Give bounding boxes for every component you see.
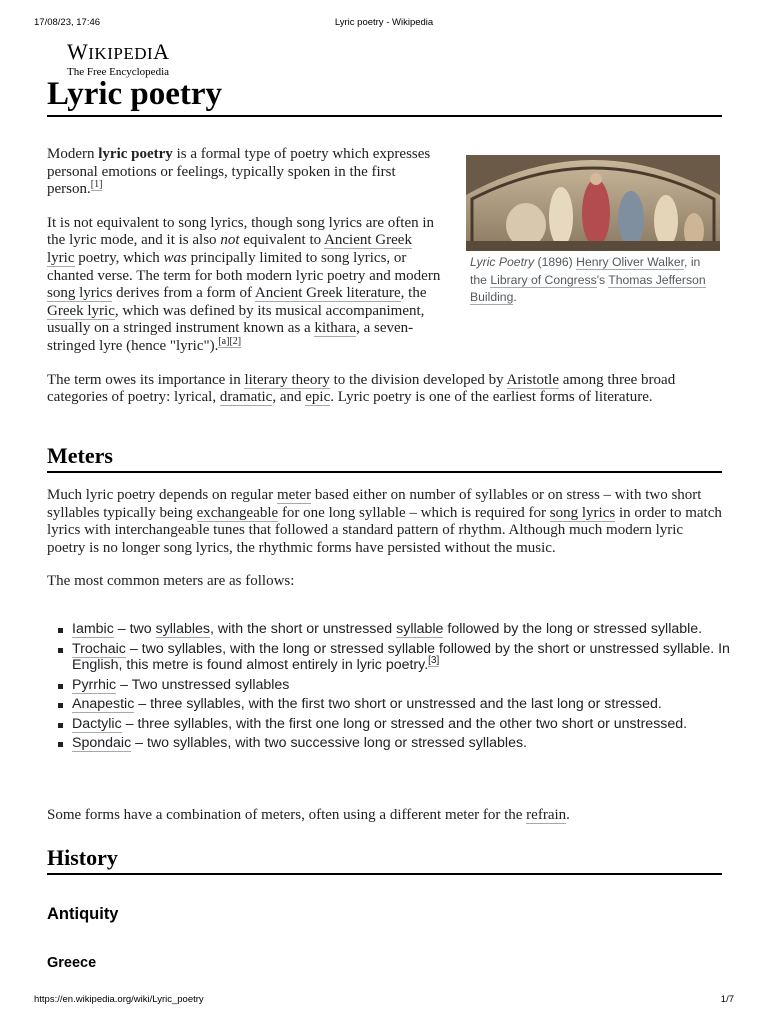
- link-kithara[interactable]: kithara: [314, 320, 357, 337]
- list-item: Dactylic – three syllables, with the first one long or stressed and the other two short or unstressed.: [72, 716, 748, 733]
- list-item: Iambic – two syllables, with the short or unstressed syllable followed by the long or stressed syllable.: [72, 621, 748, 638]
- link-thomas-jefferson-building[interactable]: Thomas Jefferson Building: [470, 272, 706, 305]
- section-heading-history: History: [47, 845, 118, 870]
- intro-paragraph-1: Modern lyric poetry is a formal type of poetry which expresses personal emotions or feelings, typically spoken in the first person.[1]: [47, 146, 431, 198]
- history-rule: [47, 873, 722, 875]
- meters-paragraph-1: Much lyric poetry depends on regular meter based either on number of syllables or on stress – with two short syllables typically being exchangeable for one long syllable – which is required for song lyrics in order to match lyrics with interchangeable tunes that followed a standard pattern of rhythm. Although much modern lyric poetry is no longer song lyrics, the rhythmic forms have persisted without the music.: [47, 487, 722, 556]
- caption-title: Lyric Poetry: [470, 255, 535, 269]
- meters-body: [47, 487, 723, 591]
- float-spacer: [443, 215, 723, 337]
- intro-paragraph-2: It is not equivalent to song lyrics, though song lyrics are often in the lyric mode, and it is also not equivalent to Ancient Greek lyric poetry, which was principally limited to song lyrics, or chanted verse. The term for both modern lyric poetry and modern song lyrics derives from a form of Ancient Greek literature, the Greek lyric, which was defined by its musical accompaniment, usually on a stringed instrument known as a kithara, a seven-stringed lyre (hence "lyric").[a][2]: [47, 215, 723, 356]
- meters-rule: [47, 471, 722, 473]
- title-rule: [47, 115, 722, 117]
- link-library-of-congress[interactable]: Library of Congress: [490, 272, 597, 287]
- logo-tagline: The Free Encyclopedia: [67, 66, 170, 78]
- link-meter[interactable]: meter: [276, 487, 312, 503]
- link-literary-theory[interactable]: literary theory: [244, 371, 330, 388]
- intro-paragraph-3: The term owes its importance in literary theory to the division developed by Aristotle among three broad categories of poetry: lyrical, dramatic, and epic. Lyric poetry is one of the earliest forms of literature.: [47, 371, 676, 406]
- infobox-caption: Lyric Poetry (1896) Henry Oliver Walker, in the Library of Congress's Thomas Jefferson Building.: [470, 255, 706, 305]
- link-syllable[interactable]: syllable: [396, 621, 444, 637]
- intro: [47, 146, 723, 407]
- list-item: Spondaic – two syllables, with two successive long or stressed syllables.: [72, 735, 748, 752]
- logo-wordmark: WIKIPEDIA: [67, 39, 170, 64]
- wikipedia-logo[interactable]: [67, 40, 170, 78]
- link-syllables[interactable]: syllables: [155, 621, 211, 637]
- print-url: https://en.wikipedia.org/wiki/Lyric_poetry: [34, 994, 204, 1005]
- link-iambic[interactable]: Iambic: [72, 621, 114, 637]
- link-aristotle[interactable]: Aristotle: [506, 371, 559, 388]
- ref-a[interactable]: [a]: [218, 335, 230, 347]
- link-anapestic[interactable]: Anapestic: [72, 696, 135, 712]
- list-item: Trochaic – two syllables, with the long or stressed syllable followed by the short or unstressed syllable. In English, this metre is found almost entirely in lyric poetry.[3]: [72, 641, 748, 674]
- page-title: Lyric poetry: [47, 76, 223, 112]
- link-trochaic[interactable]: Trochaic: [72, 640, 126, 657]
- subheading-greece: Greece: [47, 955, 97, 971]
- link-ancient-greek-literature[interactable]: Ancient Greek literature: [254, 285, 401, 302]
- meters-list: [47, 621, 748, 755]
- print-doc-title: Lyric poetry - Wikipedia: [334, 17, 434, 28]
- list-item: Anapestic – three syllables, with the first two short or unstressed and the last long or stressed.: [72, 696, 748, 713]
- meters-paragraph-2: The most common meters are as follows:: [47, 573, 295, 590]
- ref-3[interactable]: [3]: [428, 655, 440, 667]
- link-refrain[interactable]: refrain: [526, 807, 567, 823]
- print-page-number: 1/7: [720, 994, 734, 1005]
- link-henry-oliver-walker[interactable]: Henry Oliver Walker: [576, 255, 685, 269]
- link-dramatic[interactable]: dramatic: [219, 389, 273, 406]
- link-spondaic[interactable]: Spondaic: [72, 735, 132, 751]
- link-ancient-greek-lyric[interactable]: Ancient Greek lyric: [47, 232, 412, 266]
- link-epic[interactable]: epic: [305, 389, 331, 406]
- link-greek-lyric[interactable]: Greek lyric: [47, 302, 115, 319]
- list-item: Pyrrhic – Two unstressed syllables: [72, 677, 748, 694]
- ref-1[interactable]: [1]: [90, 179, 103, 191]
- ref-2[interactable]: [2]: [229, 335, 242, 347]
- meters-paragraph-3: Some forms have a combination of meters, often using a different meter for the refrain.: [47, 807, 570, 823]
- print-datetime: 17/08/23, 17:46: [34, 17, 101, 28]
- subheading-antiquity: Antiquity: [47, 905, 119, 923]
- meters-closing: [47, 807, 723, 825]
- link-song-lyrics[interactable]: song lyrics: [47, 285, 113, 302]
- term-lyric-poetry: lyric poetry: [98, 146, 173, 162]
- link-exchangeable[interactable]: exchangeable: [196, 504, 279, 521]
- link-pyrrhic[interactable]: Pyrrhic: [72, 676, 117, 693]
- link-dactylic[interactable]: Dactylic: [72, 715, 122, 732]
- link-song-lyrics-2[interactable]: song lyrics: [549, 504, 616, 521]
- section-heading-meters: Meters: [47, 443, 113, 468]
